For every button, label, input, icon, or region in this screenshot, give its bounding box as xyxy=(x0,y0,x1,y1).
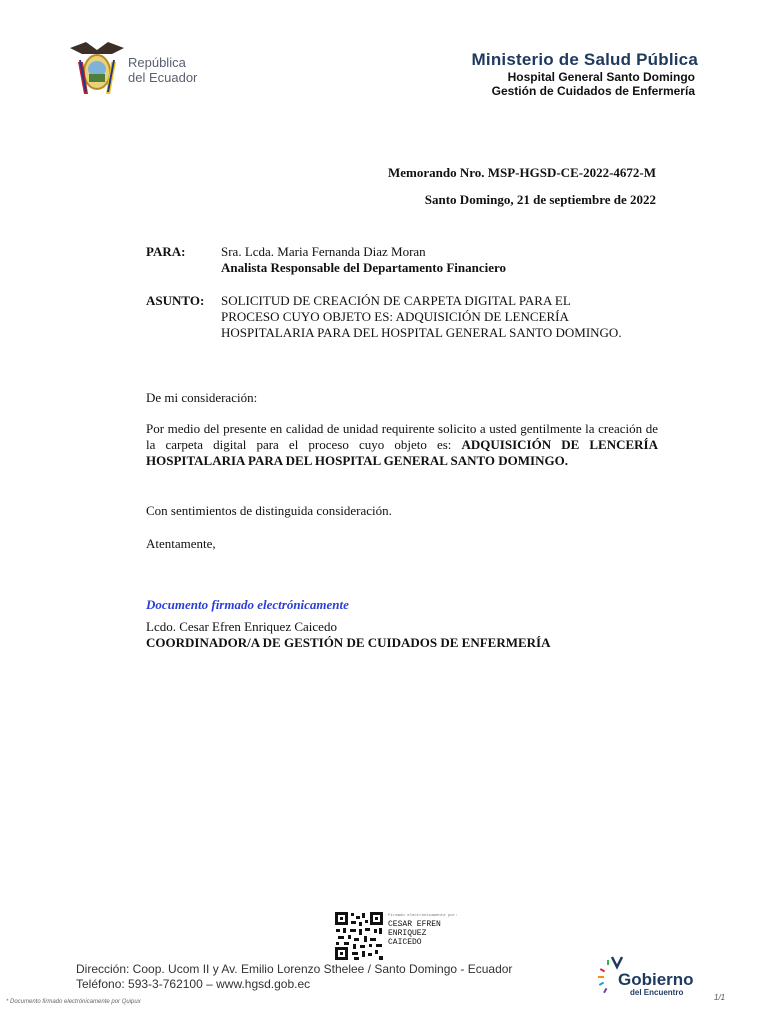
asunto-text: SOLICITUD DE CREACIÓN DE CARPETA DIGITAL PARA EL PROCESO CUYO OBJETO ES: ADQUISICIÓN DE LENCERÍA HOSPITALARIA PARA DEL HOSPITAL GENERAL SANTO DOMINGO. xyxy=(221,293,622,340)
stamp-line2: ENRIQUEZ xyxy=(388,929,427,938)
republica-line1: República xyxy=(128,55,186,70)
body-plain: Por medio del presente en calidad de unidad requirente solicito a usted gentilmente la creación de la carpeta digital para el proceso cuyo objeto es: xyxy=(146,421,658,452)
hospital-name: Hospital General Santo Domingo xyxy=(507,70,695,84)
body-paragraph xyxy=(146,421,658,469)
body-bold: ADQUISICIÓN DE LENCERÍA HOSPITALARIA PARA DEL HOSPITAL GENERAL SANTO DOMINGO. xyxy=(146,437,658,468)
memo-date: Santo Domingo, 21 de septiembre de 2022 xyxy=(424,192,656,207)
memo-number: Memorando Nro. MSP-HGSD-CE-2022-4672-M xyxy=(387,165,656,180)
para-name: Sra. Lcda. Maria Fernanda Diaz Moran xyxy=(221,244,426,259)
gestion-name: Gestión de Cuidados de Enfermería xyxy=(491,84,695,98)
signer-title: COORDINADOR/A DE GESTIÓN DE CUIDADOS DE ENFERMERÍA xyxy=(146,635,551,650)
closing-2: Atentamente, xyxy=(146,536,216,551)
signed-note: Documento firmado electrónicamente xyxy=(146,597,349,612)
stamp-small-text: Firmado electrónicamente por: xyxy=(388,914,458,918)
coat-of-arms-icon xyxy=(68,38,126,103)
footer-address: Dirección: Coop. Ucom II y Av. Emilio Lorenzo Sthelee / Santo Domingo - Ecuador xyxy=(76,962,513,976)
greeting: De mi consideración: xyxy=(146,390,258,405)
gobierno-subtext: del Encuentro xyxy=(630,988,684,997)
asunto-label: ASUNTO: xyxy=(146,293,205,308)
ministerio-title: Ministerio de Salud Pública xyxy=(471,50,698,69)
footer-address-block xyxy=(76,962,512,992)
page-number: 1/1 xyxy=(714,993,726,1002)
para-label: PARA: xyxy=(146,244,186,259)
signer-name: Lcdo. Cesar Efren Enriquez Caicedo xyxy=(146,619,337,634)
gobierno-text: Gobierno xyxy=(618,970,694,989)
footer-phone: Teléfono: 593-3-762100 – www.hgsd.gob.ec xyxy=(76,977,311,991)
republica-del-ecuador xyxy=(128,55,197,85)
qr-code-icon xyxy=(334,911,384,966)
stamp-signer xyxy=(388,920,441,947)
hospital-header xyxy=(492,70,695,98)
stamp-line1: CESAR EFREN xyxy=(388,920,441,929)
republica-line2: del Ecuador xyxy=(128,70,198,85)
footer-note: * Documento firmado electrónicamente por Quipux xyxy=(6,999,141,1005)
closing-1: Con sentimientos de distinguida consideración. xyxy=(146,503,392,518)
para-title: Analista Responsable del Departamento Financiero xyxy=(221,260,507,275)
stamp-line3: CAICEDO xyxy=(388,938,422,947)
